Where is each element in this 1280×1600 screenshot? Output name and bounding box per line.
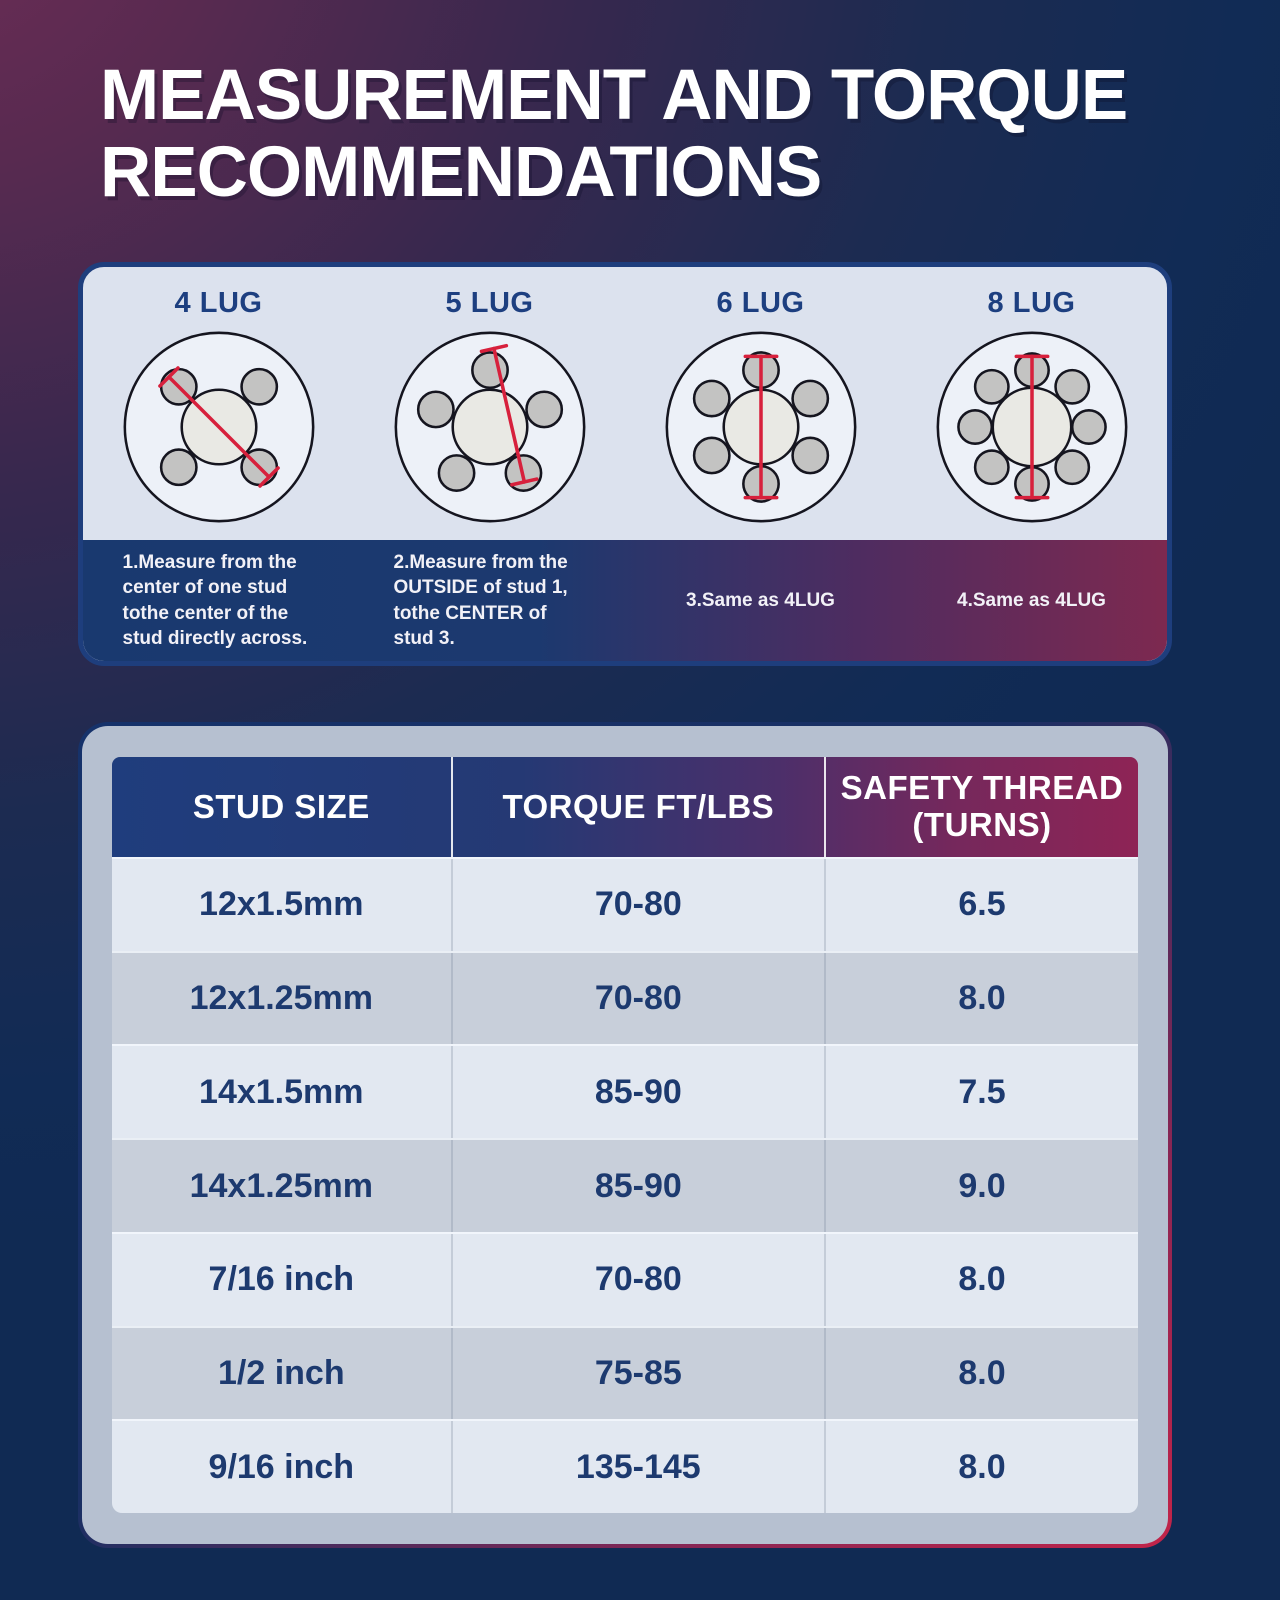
- lug-column-4: [83, 275, 354, 540]
- table-row: [112, 951, 1138, 1045]
- col-header-label: SAFETY THREAD: [840, 769, 1124, 807]
- stud-size-cell: 14x1.25mm: [189, 1166, 373, 1205]
- measure-note-2-col: [354, 550, 625, 650]
- table-body: [112, 857, 1138, 1513]
- stud-size-cell: 12x1.5mm: [199, 885, 364, 924]
- lug-count-label: 6 LUG: [716, 287, 805, 319]
- torque-cell: 75-85: [451, 1328, 824, 1420]
- table-row: [112, 1138, 1138, 1232]
- lug-count-label: 5 LUG: [445, 287, 534, 319]
- stud-size-cell: 12x1.25mm: [189, 979, 373, 1018]
- torque-cell: 70-80: [451, 1234, 824, 1326]
- torque-cell: 135-145: [451, 1421, 824, 1513]
- lug-count-label: 4 LUG: [174, 287, 263, 319]
- safety-thread-cell: 7.5: [824, 1046, 1138, 1138]
- safety-thread-cell: 8.0: [824, 1234, 1138, 1326]
- safety-thread-cell: 8.0: [824, 1328, 1138, 1420]
- torque-cell: 70-80: [451, 953, 824, 1045]
- table-row: [112, 1419, 1138, 1513]
- safety-thread-cell: 8.0: [824, 953, 1138, 1045]
- measure-note: 1.Measure from the center of one stud tothe center of the stud directly across.: [122, 552, 308, 649]
- page-title-line1: MEASUREMENT AND TORQUE: [100, 56, 1128, 135]
- table-row: [112, 1232, 1138, 1326]
- measure-note-4-col: [896, 588, 1167, 613]
- lug-column-6: [625, 275, 896, 540]
- measure-instructions-strip: [83, 540, 1167, 661]
- lug-5-wheel-diagram-icon: [387, 324, 593, 530]
- torque-cell: 85-90: [451, 1046, 824, 1138]
- measure-note: 3.Same as 4LUG: [686, 589, 835, 611]
- col-header-label: TORQUE FT/LBS: [502, 787, 775, 825]
- lug-6-wheel-diagram-icon: [658, 324, 864, 530]
- page-title: [100, 58, 1220, 211]
- col-header-torque: [451, 757, 824, 857]
- measure-note: 4.Same as 4LUG: [957, 589, 1106, 611]
- safety-thread-cell: 6.5: [824, 859, 1138, 951]
- table-row: [112, 857, 1138, 951]
- col-header-sublabel: (TURNS): [912, 806, 1052, 843]
- table-header-row: [112, 757, 1138, 857]
- lug-count-label: 8 LUG: [987, 287, 1076, 319]
- lug-column-8: [896, 275, 1167, 540]
- measure-note: 2.Measure from the OUTSIDE of stud 1, tothe CENTER of stud 3.: [393, 552, 568, 649]
- col-header-label: STUD SIZE: [192, 787, 370, 825]
- lug-wheels-row: [83, 267, 1167, 540]
- safety-thread-cell: 8.0: [824, 1421, 1138, 1513]
- stud-size-cell: 7/16 inch: [208, 1260, 355, 1299]
- torque-cell: 85-90: [451, 1140, 824, 1232]
- stud-size-cell: 9/16 inch: [208, 1447, 355, 1486]
- col-header-safety-thread: [824, 757, 1138, 857]
- safety-thread-cell: 9.0: [824, 1140, 1138, 1232]
- table-row: [112, 1326, 1138, 1420]
- lug-4-wheel-diagram-icon: [116, 324, 322, 530]
- lug-8-wheel-diagram-icon: [929, 324, 1135, 530]
- torque-table-panel: [82, 726, 1168, 1544]
- lug-diagram-card: [78, 262, 1172, 666]
- table-row: [112, 1044, 1138, 1138]
- col-header-stud-size: [112, 757, 451, 857]
- page-title-line2: RECOMMENDATIONS: [100, 132, 822, 212]
- lug-column-5: [354, 275, 625, 540]
- stud-size-cell: 14x1.5mm: [199, 1072, 364, 1111]
- measure-note-3-col: [625, 588, 896, 613]
- measure-note-1-col: [83, 550, 354, 650]
- torque-table-card: [78, 722, 1172, 1548]
- stud-size-cell: 1/2 inch: [217, 1353, 345, 1392]
- torque-cell: 70-80: [451, 859, 824, 951]
